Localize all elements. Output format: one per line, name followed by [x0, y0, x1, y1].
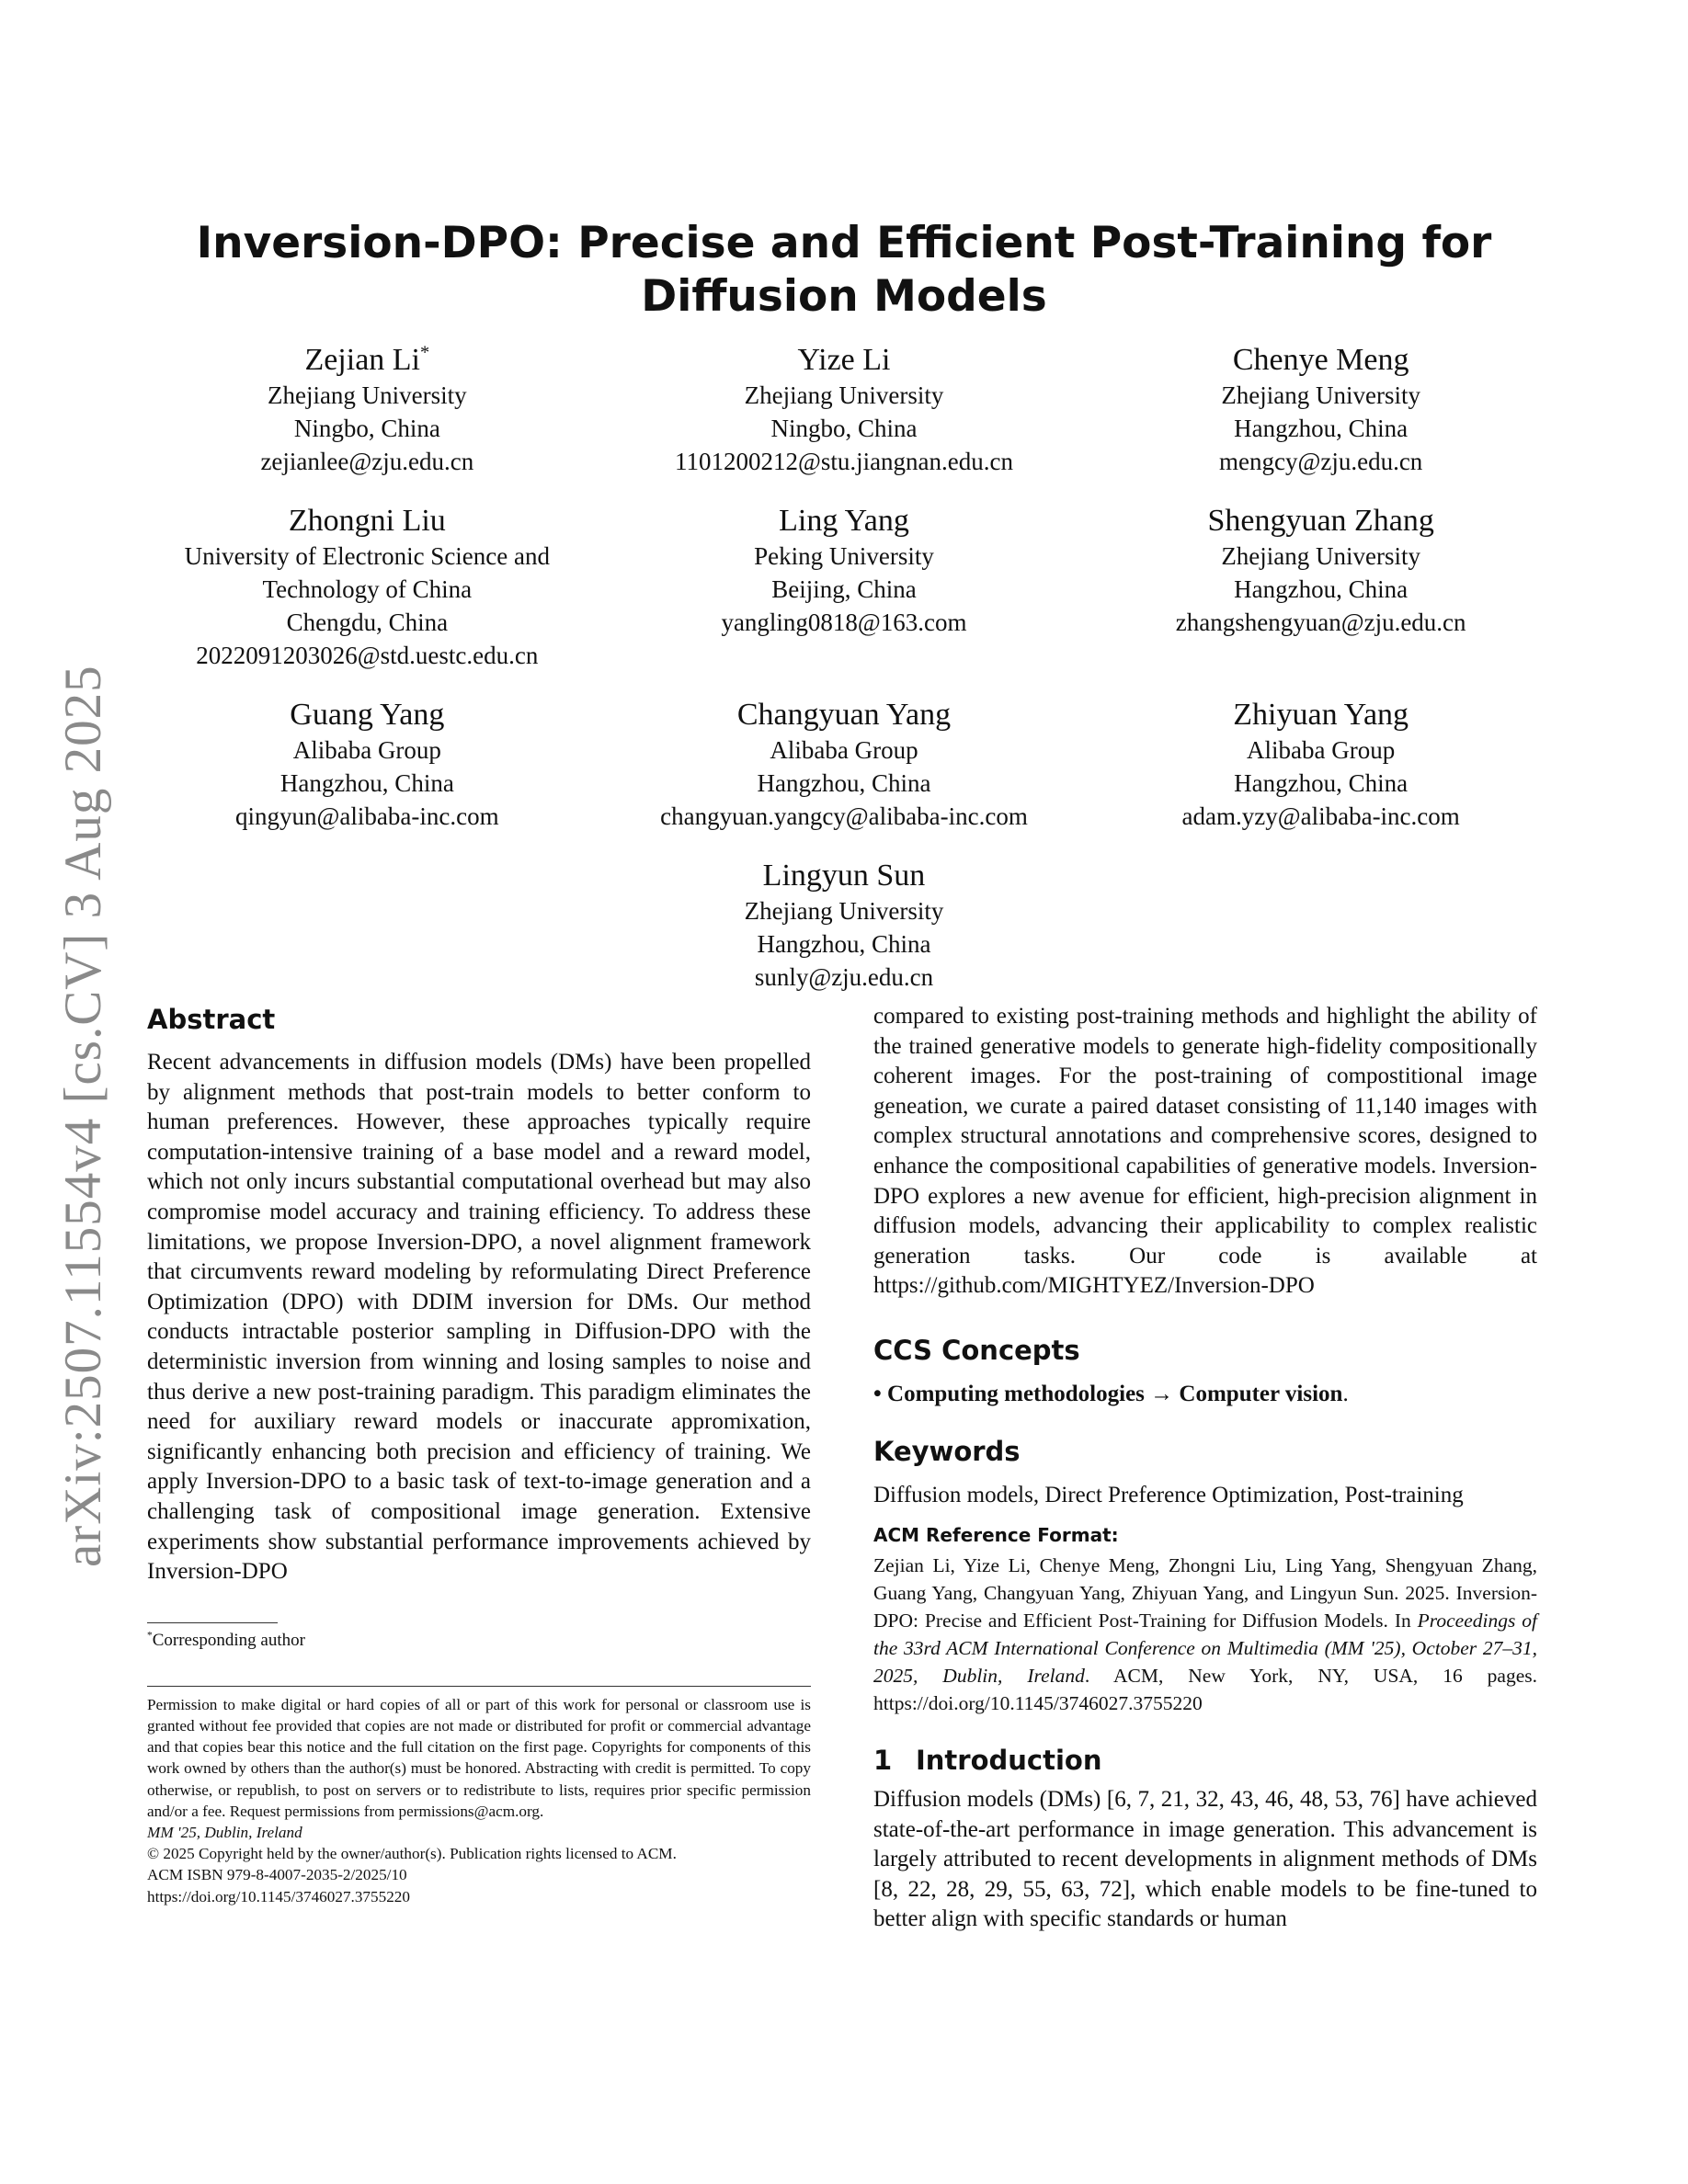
author-block [129, 342, 606, 478]
venue-line: MM '25, Dublin, Ireland [147, 1823, 302, 1841]
arrow-icon: → [1150, 1381, 1174, 1406]
footnote [147, 1629, 811, 1653]
author-email[interactable]: mengcy@zju.edu.cn [1219, 448, 1423, 475]
author-name: Ling Yang [779, 504, 909, 538]
ccs-period: . [1342, 1381, 1349, 1406]
introduction-text: Diffusion models (DMs) [6, 7, 21, 32, 43, 46, 48, 53, 76] have achieved state-of-the-art performance in image generation. This advancement is largely attributed to recent developments in alignment methods of DMs [8, 22, 28, 29, 55, 63, 72], which enable models to be fine-tuned to better align with specific standards or human [873, 1786, 1537, 1932]
author-location: Ningbo, China [293, 415, 440, 442]
author-name: Chenye Meng [1232, 343, 1409, 377]
keywords-text: Diffusion models, Direct Preference Optimization, Post-training [873, 1482, 1464, 1507]
author-block [606, 342, 1083, 478]
left-column [147, 1002, 811, 1907]
author-name: Changyuan Yang [736, 698, 952, 732]
author-affiliation: Zhejiang University [744, 897, 944, 925]
author-affiliation: Peking University [754, 542, 934, 570]
author-email[interactable]: 2022091203026@std.uestc.edu.cn [196, 642, 539, 669]
author-block [1082, 697, 1559, 833]
author-email[interactable]: zhangshengyuan@zju.edu.cn [1175, 609, 1466, 636]
acm-reference-heading: ACM Reference Format: [873, 1523, 1119, 1546]
author-block [1082, 342, 1559, 478]
introduction-heading [873, 1745, 1537, 1776]
author-list [129, 342, 1559, 1018]
reference-authors: Zejian Li, Yize Li, Chenye Meng, Zhongni Liu, Ling Yang, Shengyuan Zhang, Guang Yang, Changyuan Yang, Zhiyuan Yang, and Lingyun Sun. 2025. Inversion-DPO: Precise and Efficient Post-Training for Diffusion Models. In [873, 1553, 1537, 1632]
right-column [873, 1002, 1537, 1935]
author-block [606, 503, 1083, 672]
author-block [129, 697, 606, 833]
author-affiliation-cont: Technology of China [262, 575, 473, 603]
footnote-text: Corresponding author [152, 1630, 305, 1650]
author-email[interactable]: yangling0818@163.com [721, 609, 967, 636]
author-block [606, 697, 1083, 833]
abstract-heading: Abstract [147, 1004, 276, 1035]
author-affiliation: Zhejiang University [1221, 542, 1421, 570]
author-affiliation: Zhejiang University [267, 381, 467, 409]
author-location: Hangzhou, China [1234, 575, 1409, 603]
author-affiliation: Zhejiang University [1221, 381, 1421, 409]
ccs-concept [873, 1379, 1537, 1410]
author-location: Ningbo, China [770, 415, 918, 442]
isbn-line: ACM ISBN 979-8-4007-2035-2/2025/10 [147, 1866, 407, 1884]
author-name: Guang Yang [290, 698, 445, 732]
author-block [606, 858, 1083, 994]
author-name: Zejian Li [304, 343, 420, 377]
author-location: Hangzhou, China [757, 930, 931, 958]
corresponding-mark: * [420, 342, 430, 363]
footnote-mark: * [147, 1630, 153, 1642]
doi-link[interactable]: https://doi.org/10.1145/3746027.3755220 [147, 1887, 410, 1905]
ccs-bullet: • [873, 1381, 882, 1406]
author-name: Shengyuan Zhang [1207, 504, 1434, 538]
section-title: Introduction [916, 1744, 1102, 1776]
author-name: Zhiyuan Yang [1233, 698, 1409, 732]
ccs-heading: CCS Concepts [873, 1334, 1080, 1366]
permission-notice: Permission to make digital or hard copies of all or part of this work for personal or classroom use is granted without fee provided that copies are not made or distributed for profit or commercial advantage and that copies bear this notice and the full citation on the first page. Copyrights for components of this work owned by others than the author(s) must be honored. Abstracting with credit is permitted. To copy otherwise, or republish, to post on servers or to redistribute to lists, requires prior specific permission and/or a fee. Request permissions from permissions@acm.org. [147, 1695, 811, 1820]
author-email[interactable]: qingyun@alibaba-inc.com [235, 802, 499, 830]
author-affiliation: Zhejiang University [744, 381, 944, 409]
author-location: Beijing, China [771, 575, 917, 603]
author-affiliation: University of Electronic Science and [184, 542, 550, 570]
abstract-text-continued: compared to existing post-training methods and highlight the ability of the trained generative models to generate high-fidelity compositionally coherent images. For the post-training of compostitional image geneation, we curate a paired dataset consisting of 11,140 images with complex structural annotations and comprehensive scores, designed to enhance the compositional capabilities of generative models. Inversion-DPO explores a new avenue for efficient, high-precision alignment in diffusion models, advancing their applicability to complex realistic generation tasks. Our code is available at https://github.com/MIGHTYEZ/Inversion-DPO [873, 1004, 1537, 1299]
author-name: Zhongni Liu [288, 504, 446, 538]
author-block [1082, 503, 1559, 672]
arxiv-sidebar-id: arXiv:2507.11554v4 [cs.CV] 3 Aug 2025 [54, 665, 112, 1567]
author-email[interactable]: 1101200212@stu.jiangnan.edu.cn [674, 448, 1014, 475]
author-location: Chengdu, China [286, 609, 449, 636]
acm-reference-text [873, 1552, 1537, 1717]
copyright-line: © 2025 Copyright held by the owner/author(s). Publication rights licensed to ACM. [147, 1845, 677, 1863]
paper-title: Inversion-DPO: Precise and Efficient Post-Training for Diffusion Models [196, 218, 1492, 322]
author-affiliation: Alibaba Group [292, 736, 441, 764]
author-name: Lingyun Sun [762, 859, 926, 893]
author-block [129, 503, 606, 672]
author-location: Hangzhou, China [757, 769, 931, 797]
abstract-text: Recent advancements in diffusion models (DMs) have been propelled by alignment methods that post-train models to better conform to human preferences. However, these approaches typically require computation-intensive training of a base model and a reward model, which not only incurs substantial computational overhead but may also compromise model accuracy and training efficiency. To address these limitations, we propose Inversion-DPO, a novel alignment framework that circumvents reward modeling by reformulating Direct Preference Optimization (DPO) with DDIM inversion for DMs. Our method conducts intractable posterior sampling in Diffusion-DPO with the deterministic inversion from winning and losing samples to noise and thus derive a new post-training paradigm. This paradigm eliminates the need for auxiliary reward models or inaccurate appromixation, significantly enhancing both precision and efficiency of training. We apply Inversion-DPO to a basic task of text-to-image generation and a challenging task of compositional image generation. Extensive experiments show substantial performance improvements achieved by Inversion-DPO [147, 1050, 811, 1585]
permission-divider [147, 1686, 811, 1687]
author-affiliation: Alibaba Group [1247, 736, 1396, 764]
ccs-concept-main: Computing methodologies [887, 1381, 1145, 1406]
section-number: 1 [873, 1744, 893, 1776]
author-location: Hangzhou, China [279, 769, 454, 797]
author-location: Hangzhou, China [1234, 769, 1409, 797]
reference-tail: . ACM, New York, NY, USA, 16 pages. https://doi.org/10.1145/3746027.3755220 [873, 1664, 1538, 1714]
author-location: Hangzhou, China [1234, 415, 1409, 442]
author-name: Yize Li [797, 343, 891, 377]
author-email[interactable]: adam.yzy@alibaba-inc.com [1181, 802, 1460, 830]
ccs-concept-sub: Computer vision [1179, 1381, 1343, 1406]
keywords-heading: Keywords [873, 1435, 1021, 1467]
reference-proceedings: Proceedings of the 33rd ACM International Conference on Multimedia (MM '25), October 27–31, 2025, Dublin, Ireland [873, 1609, 1537, 1687]
author-affiliation: Alibaba Group [770, 736, 918, 764]
footnote-divider [147, 1622, 278, 1623]
author-email[interactable]: sunly@zju.edu.cn [754, 963, 934, 991]
author-email[interactable]: changyuan.yangcy@alibaba-inc.com [660, 802, 1028, 830]
author-email[interactable]: zejianlee@zju.edu.cn [260, 448, 474, 475]
